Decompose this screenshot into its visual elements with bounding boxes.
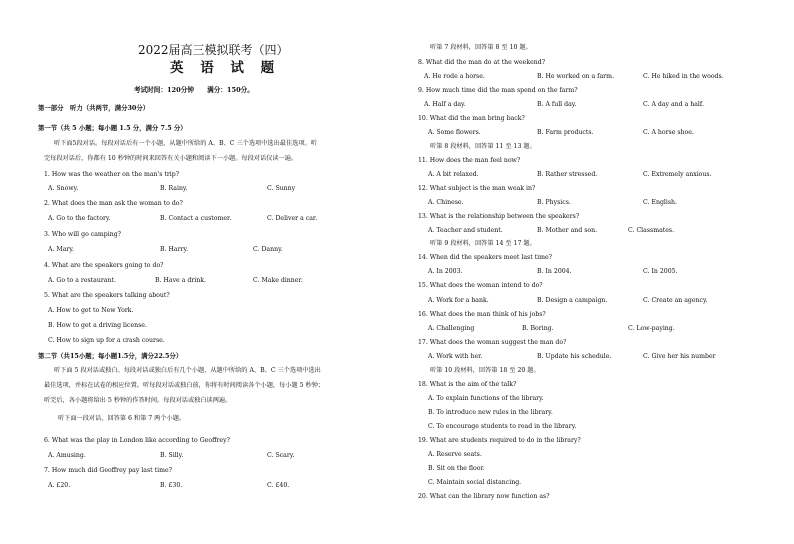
question-11: 11. How does the man feel now?: [418, 157, 521, 164]
q9-option-c: C. A day and a half.: [643, 101, 704, 108]
q12-option-c: C. English.: [643, 199, 677, 206]
question-15: 15. What does the woman intend to do?: [418, 282, 543, 289]
question-1: 1. How was the weather on the man's trip?: [44, 171, 180, 178]
question-8: 8. What did the man do at the weekend?: [418, 59, 546, 66]
q16-option-a: A. Challenging: [428, 325, 475, 332]
q7-option-c: C. £40.: [267, 482, 290, 489]
material-6-instruction: 听下面一段对话，回答第 6 和第 7 两个小题。: [58, 415, 186, 422]
q16-option-b: B. Boring.: [522, 325, 554, 332]
q8-option-b: B. He worked on a farm.: [537, 73, 614, 80]
q15-option-c: C. Create an agency.: [643, 297, 708, 304]
q9-option-b: B. A full day.: [537, 101, 577, 108]
q5-option-b: B. How to get a driving license.: [48, 322, 147, 329]
q17-option-c: C. Give her his number: [643, 353, 716, 360]
section2-instruction-line2: 最佳选项，并标在试卷的相应位置。听每段对话或独白前，你将有时间阅读各个小题，每小题 5 秒钟；: [44, 382, 325, 389]
q15-option-b: B. Design a campaign.: [537, 297, 608, 304]
q2-option-c: C. Deliver a car.: [267, 215, 318, 222]
q11-option-b: B. Rather stressed.: [537, 171, 598, 178]
q3-option-a: A. Mary.: [48, 246, 75, 253]
q6-option-a: A. Amusing.: [48, 452, 86, 459]
q18-option-a: A. To explain functions of the library.: [428, 395, 544, 402]
question-7: 7. How much did Geoffrey pay last time?: [44, 467, 172, 474]
q19-option-c: C. Maintain social distancing.: [428, 479, 522, 486]
q9-option-a: A. Half a day.: [424, 101, 466, 108]
q11-option-a: A. A bit relaxed.: [428, 171, 479, 178]
q5-option-c: C. How to sign up for a crash course.: [48, 337, 165, 344]
q19-option-a: A. Reserve seats.: [428, 451, 482, 458]
q10-option-a: A. Some flowers.: [428, 129, 481, 136]
q8-option-c: C. He hiked in the woods.: [643, 73, 724, 80]
q18-option-c: C. To encourage students to read in the library.: [428, 423, 577, 430]
question-4: 4. What are the speakers going to do?: [44, 262, 164, 269]
section1-heading: 第一节（共 5 小题；每小题 1.5 分，满分 7.5 分）: [38, 124, 187, 132]
question-19: 19. What are students required to do in the library?: [418, 437, 581, 444]
part1-heading: 第一部分 听力（共两节，满分30分）: [38, 104, 150, 112]
q6-option-c: C. Scary.: [267, 452, 295, 459]
q3-option-c: C. Danny.: [253, 246, 283, 253]
material-7-instruction: 听第 7 段材料，回答第 8 至 10 题。: [430, 44, 532, 51]
q7-option-a: A. £20.: [48, 482, 71, 489]
material-10-instruction: 听第 10 段材料，回答第 18 至 20 题。: [430, 367, 540, 374]
q12-option-b: B. Physics.: [537, 199, 571, 206]
q4-option-c: C. Make dinner.: [253, 277, 303, 284]
q6-option-b: B. Silly.: [160, 452, 184, 459]
section2-instruction-line3: 听完后，各小题将给出 5 秒钟的作答时间。每段对话或独白读两遍。: [44, 397, 232, 404]
q7-option-b: B. £30.: [160, 482, 183, 489]
question-16: 16. What does the man think of his jobs?: [418, 311, 546, 318]
q14-option-b: B. In 2004.: [537, 268, 572, 275]
q14-option-c: C. In 2005.: [643, 268, 678, 275]
subject-title: 英 语 试 题: [170, 60, 281, 76]
q1-option-a: A. Snowy.: [48, 185, 79, 192]
q8-option-a: A. He rode a horse.: [424, 73, 485, 80]
question-17: 17. What does the woman suggest the man do?: [418, 339, 567, 346]
q2-option-b: B. Contact a customer.: [160, 215, 232, 222]
q15-option-a: A. Work for a bank.: [428, 297, 489, 304]
q3-option-b: B. Harry.: [160, 246, 189, 253]
q14-option-a: A. In 2003.: [428, 268, 463, 275]
section1-instruction-line2: 完每段对话后，你都有 10 秒钟的时间来回答有关小题和阅读下一小题。每段对话仅读一遍。: [44, 155, 298, 162]
exam-meta: 考试时间：120分钟 满分：150分。: [134, 86, 254, 94]
q1-option-c: C. Sunny: [267, 185, 296, 192]
q19-option-b: B. Sit on the floor.: [428, 465, 485, 472]
material-9-instruction: 听第 9 段材料，回答第 14 至 17 题。: [430, 240, 536, 247]
material-8-instruction: 听第 8 段材料，回答第 11 至 13 题。: [430, 143, 536, 150]
exam-title: 2022届高三模拟联考（四）: [138, 43, 289, 57]
question-2: 2. What does the man ask the woman to do?: [44, 200, 183, 207]
q1-option-b: B. Rainy.: [160, 185, 188, 192]
q12-option-a: A. Chinese.: [428, 199, 464, 206]
q13-option-a: A. Teacher and student.: [428, 227, 503, 234]
q11-option-c: C. Extremely anxious.: [643, 171, 712, 178]
question-12: 12. What subject is the man weak in?: [418, 185, 536, 192]
q5-option-a: A. How to get to New York.: [48, 307, 134, 314]
q13-option-c: C. Classmates.: [628, 227, 675, 234]
section1-instruction-line1: 听下面5段对话。每段对话后有一个小题，从题中所给的 A、B、C 三个选项中选出最佳选项。听: [54, 140, 317, 147]
q17-option-a: A. Work with her.: [428, 353, 483, 360]
q16-option-c: C. Low-paying.: [628, 325, 675, 332]
q13-option-b: B. Mother and son.: [537, 227, 598, 234]
q18-option-b: B. To introduce new rules in the library.: [428, 409, 553, 416]
q2-option-a: A. Go to the factory.: [48, 215, 111, 222]
question-6: 6. What was the play in London like according to Geoffrey?: [44, 437, 230, 444]
question-10: 10. What did the man bring back?: [418, 115, 525, 122]
q17-option-b: B. Update his schedule.: [537, 353, 612, 360]
question-20: 20. What can the library now function as?: [418, 493, 550, 500]
section2-instruction-line1: 听下面 5 段对话或独白。每段对话或独白后有几个小题，从题中所给的 A、B、C 三个选项中选出: [54, 367, 321, 374]
q4-option-a: A. Go to a restaurant.: [48, 277, 116, 284]
question-9: 9. How much time did the man spend on the farm?: [418, 87, 578, 94]
q4-option-b: B. Have a drink.: [155, 277, 206, 284]
q10-option-b: B. Farm products.: [537, 129, 594, 136]
question-14: 14. When did the speakers meet last time?: [418, 254, 552, 261]
section2-heading: 第二节（共15小题；每小题1.5分，满分22.5分）: [38, 352, 183, 360]
question-3: 3. Who will go camping?: [44, 231, 121, 238]
question-5: 5. What are the speakers talking about?: [44, 292, 170, 299]
question-13: 13. What is the relationship between the speakers?: [418, 213, 580, 220]
question-18: 18. What is the aim of the talk?: [418, 381, 517, 388]
q10-option-c: C. A horse shoe.: [643, 129, 694, 136]
